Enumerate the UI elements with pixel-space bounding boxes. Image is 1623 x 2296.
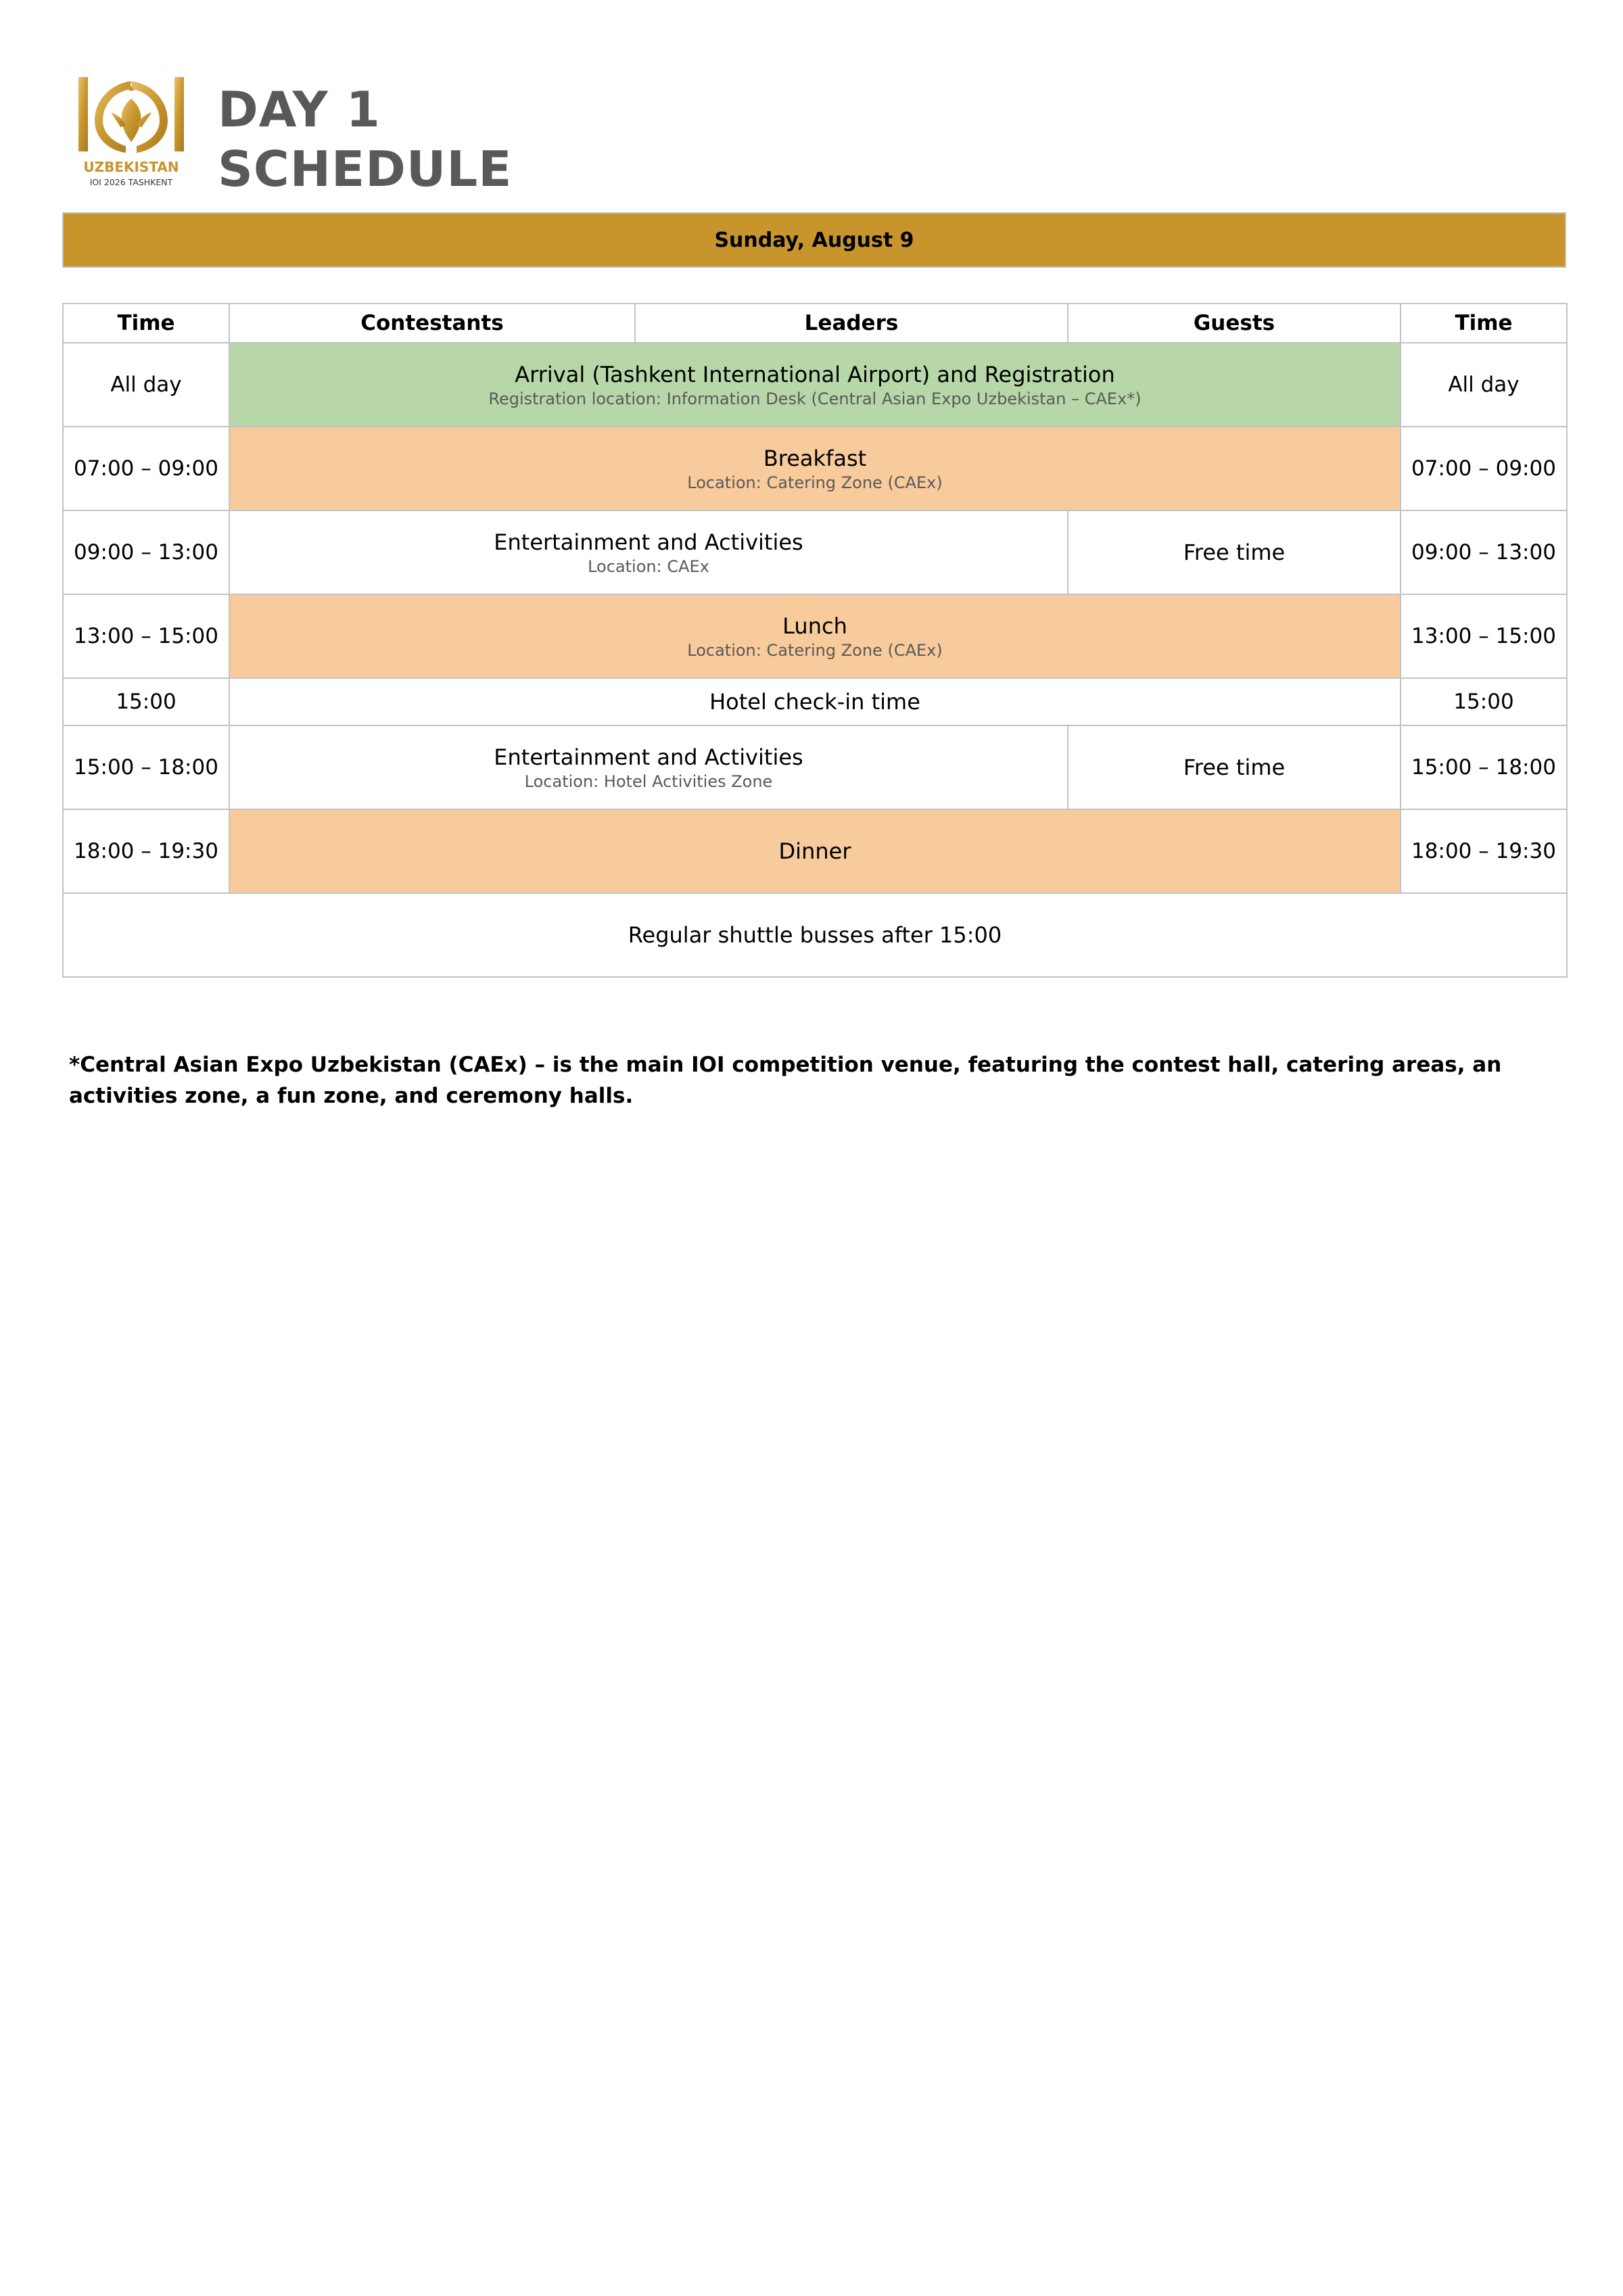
- guests-event: Free time: [1183, 755, 1286, 780]
- event-title: Dinner: [778, 838, 851, 864]
- svg-text:UZBEKISTAN: UZBEKISTAN: [83, 159, 179, 175]
- ioi-uzbekistan-logo-icon: [70, 72, 192, 191]
- time-cell: 15:00: [1401, 678, 1567, 725]
- event-cell: [229, 678, 1401, 725]
- event-location: Location: Catering Zone (CAEx): [687, 641, 943, 660]
- time-cell: All day: [63, 343, 229, 427]
- svg-text:IOI 2026 TASHKENT: IOI 2026 TASHKENT: [89, 177, 173, 187]
- header-leaders: Leaders: [635, 304, 1068, 343]
- table-row: [63, 510, 1567, 594]
- table-row: [63, 809, 1567, 893]
- time-cell: 13:00 – 15:00: [63, 594, 229, 678]
- table-row: [63, 678, 1567, 725]
- event-cell: [229, 343, 1401, 427]
- shuttle-note: [63, 893, 1567, 977]
- table-header-row: [63, 304, 1567, 343]
- event-cell: [229, 427, 1401, 510]
- event-title: Breakfast: [763, 446, 867, 471]
- time-cell: 15:00 – 18:00: [1401, 725, 1567, 809]
- event-title: Entertainment and Activities: [494, 529, 803, 555]
- table-row: [63, 725, 1567, 809]
- header-time-left: Time: [63, 304, 229, 343]
- table-row: [63, 594, 1567, 678]
- event-title: Entertainment and Activities: [494, 744, 803, 770]
- title-line-1: DAY 1: [218, 81, 381, 138]
- event-location: Location: CAEx: [588, 557, 709, 576]
- event-cell: [229, 594, 1401, 678]
- time-cell: 15:00 – 18:00: [63, 725, 229, 809]
- footnote: *Central Asian Expo Uzbekistan (CAEx) – is the main IOI competition venue, featuring the contest hall, catering areas, an activities zone, a fun zone, and ceremony halls.: [69, 1053, 1502, 1108]
- time-cell: 07:00 – 09:00: [63, 427, 229, 510]
- event-title: Hotel check-in time: [709, 689, 920, 715]
- date-banner: Sunday, August 9: [62, 212, 1566, 268]
- time-cell: 18:00 – 19:30: [63, 809, 229, 893]
- table-footer-row: [63, 893, 1567, 977]
- time-cell: 09:00 – 13:00: [1401, 510, 1567, 594]
- header-contestants: Contestants: [229, 304, 635, 343]
- time-cell: 07:00 – 09:00: [1401, 427, 1567, 510]
- time-cell: All day: [1401, 343, 1567, 427]
- page-header: [70, 72, 544, 200]
- page-title: [218, 80, 512, 199]
- time-cell: 09:00 – 13:00: [63, 510, 229, 594]
- event-location: Location: Catering Zone (CAEx): [687, 473, 943, 492]
- schedule-table: [62, 303, 1568, 978]
- shuttle-note-text: Regular shuttle busses after 15:00: [628, 922, 1002, 948]
- event-cell: [229, 510, 1068, 594]
- time-cell: 13:00 – 15:00: [1401, 594, 1567, 678]
- header-guests: Guests: [1068, 304, 1401, 343]
- event-location: Registration location: Information Desk (Central Asian Expo Uzbekistan – CAEx*): [488, 389, 1142, 408]
- event-cell: [229, 809, 1401, 893]
- guests-event: Free time: [1183, 540, 1286, 565]
- event-location: Location: Hotel Activities Zone: [524, 772, 773, 791]
- event-title: Lunch: [782, 613, 847, 639]
- header-time-right: Time: [1401, 304, 1567, 343]
- guests-cell: [1068, 725, 1401, 809]
- guests-cell: [1068, 510, 1401, 594]
- title-line-2: SCHEDULE: [218, 141, 513, 197]
- time-cell: 15:00: [63, 678, 229, 725]
- event-title: Arrival (Tashkent International Airport) and Registration: [515, 362, 1115, 387]
- event-cell: [229, 725, 1068, 809]
- table-row: [63, 343, 1567, 427]
- table-row: [63, 427, 1567, 510]
- time-cell: 18:00 – 19:30: [1401, 809, 1567, 893]
